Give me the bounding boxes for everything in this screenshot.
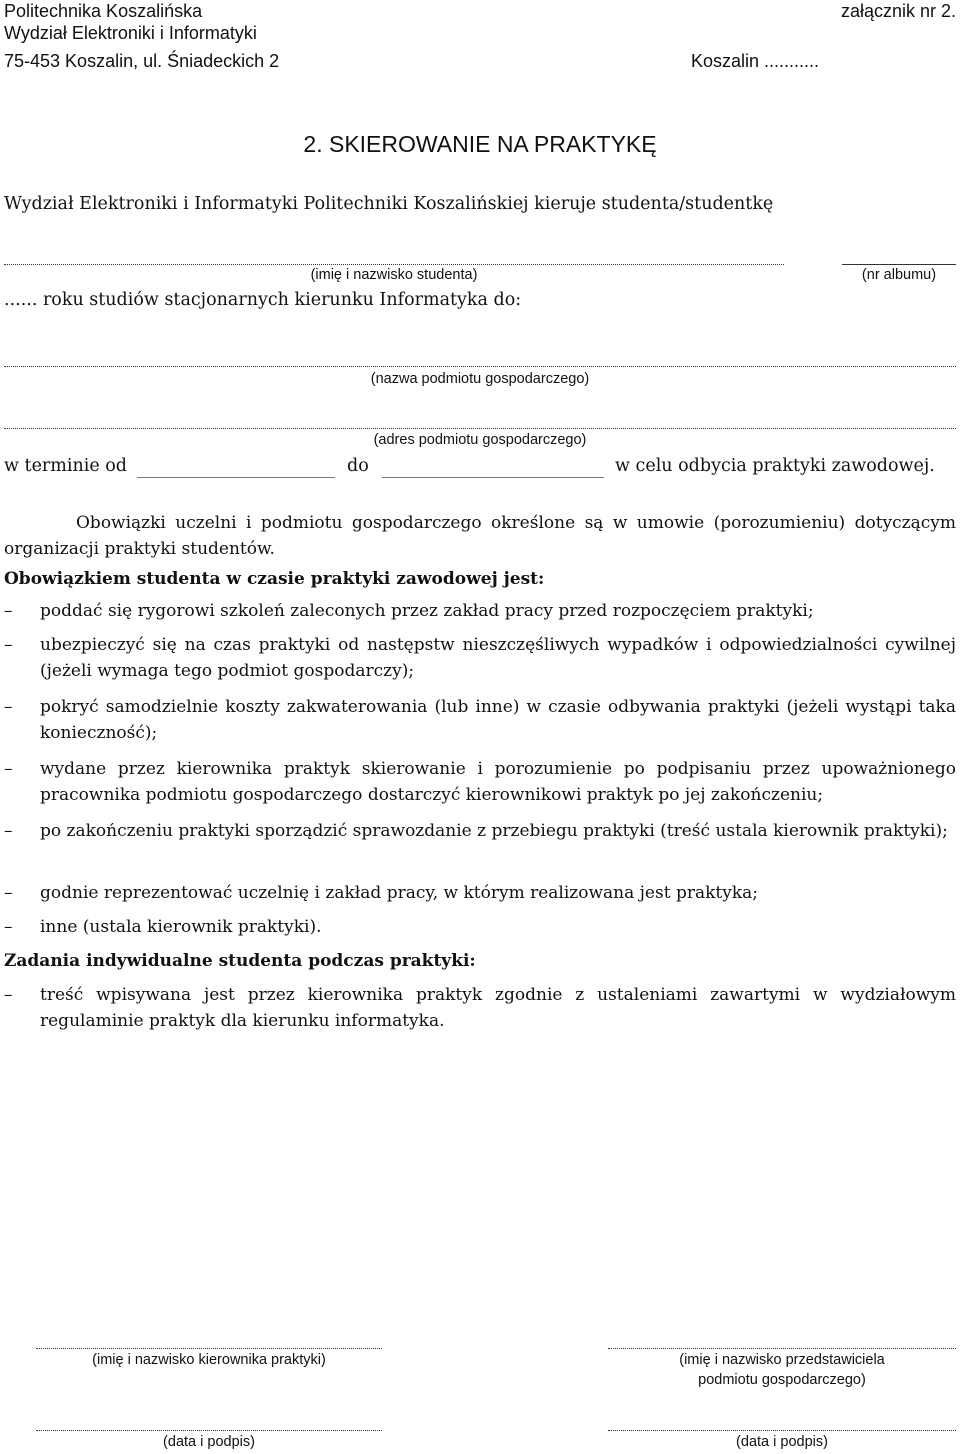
- list-item-text: ubezpieczyć się na czas praktyki od następstw nieszczęśliwych wypadków i odpowiedzialności cywilnej (jeżeli wymaga tego podmiot gospodarczy);: [40, 635, 956, 681]
- student-duties-heading: Obowiązkiem studenta w czasie praktyki zawodowej jest:: [4, 569, 545, 589]
- representative-signature-line[interactable]: [608, 1430, 956, 1431]
- faculty-name: Wydział Elektroniki i Informatyki: [4, 23, 257, 43]
- bullet-dash: –: [4, 759, 13, 779]
- bullet-dash: –: [4, 985, 13, 1005]
- list-item-text: wydane przez kierownika praktyk skierowanie i porozumienie po podpisaniu przez upoważnionego pracownika podmiotu gospodarczego dostarczyć kierownikowi praktyk po jej zakończeniu;: [40, 759, 956, 805]
- term-to-field[interactable]: [382, 477, 604, 478]
- list-item-text: inne (ustala kierownik praktyki).: [40, 917, 322, 937]
- term-from-field[interactable]: [137, 477, 335, 478]
- leader-name-line[interactable]: [36, 1348, 382, 1349]
- bullet-dash: –: [4, 601, 13, 621]
- leader-date-signature-label: (data i podpis): [163, 1434, 255, 1450]
- company-name-line[interactable]: [4, 366, 956, 367]
- student-name-label: (imię i nazwisko studenta): [310, 267, 478, 283]
- document-title: 2. SKIEROWANIE NA PRAKTYKĘ: [303, 131, 657, 157]
- institution-address: 75-453 Koszalin, ul. Śniadeckich 2: [4, 51, 280, 71]
- list-item-text: pokryć samodzielnie koszty zakwaterowania (lub inne) w czasie odbywania praktyki (jeżeli wystąpi taka konieczność);: [40, 697, 956, 743]
- place-date: Koszalin ...........: [691, 51, 820, 71]
- bullet-dash: –: [4, 883, 13, 903]
- institution-name: Politechnika Koszalińska: [4, 1, 203, 21]
- album-number-line[interactable]: [842, 264, 956, 265]
- leader-name-label: (imię i nazwisko kierownika praktyki): [92, 1352, 326, 1368]
- bullet-dash: –: [4, 821, 13, 841]
- list-item-text: treść wpisywana jest przez kierownika praktyk zgodnie z ustaleniami zawartymi w wydziałowym regulaminie praktyk dla kierunku informatyka.: [40, 985, 956, 1031]
- student-name-line[interactable]: [4, 264, 784, 265]
- representative-date-signature-label: (data i podpis): [736, 1434, 828, 1450]
- list-item-text: godnie reprezentować uczelnię i zakład pracy, w którym realizowana jest praktyka;: [40, 883, 758, 903]
- bullet-dash: –: [4, 635, 13, 655]
- representative-name-label-1: (imię i nazwisko przedstawiciela: [679, 1352, 885, 1368]
- album-number-label: (nr albumu): [861, 267, 937, 283]
- list-item-text: poddać się rygorowi szkoleń zaleconych przez zakład pracy przed rozpoczęciem praktyki;: [40, 601, 814, 621]
- company-address-line[interactable]: [4, 428, 956, 429]
- term-to-label: do: [347, 456, 369, 476]
- leader-signature-line[interactable]: [36, 1430, 382, 1431]
- intro-text: Wydział Elektroniki i Informatyki Politechniki Koszalińskiej kieruje studenta/studentkę: [4, 194, 774, 214]
- obligations-paragraph: Obowiązki uczelni i podmiotu gospodarczego określone są w umowie (porozumieniu) dotyczącym organizacji praktyki studentów.: [4, 513, 956, 559]
- bullet-dash: –: [4, 917, 13, 937]
- year-of-study-line: ...... roku studiów stacjonarnych kierunku Informatyka do:: [4, 290, 522, 310]
- attachment-label: załącznik nr 2.: [840, 1, 956, 21]
- term-from-label: w terminie od: [4, 456, 128, 476]
- representative-name-label-2: podmiotu gospodarczego): [698, 1372, 866, 1388]
- list-item-text: po zakończeniu praktyki sporządzić sprawozdanie z przebiegu praktyki (treść ustala kierownik praktyki);: [40, 821, 948, 841]
- company-name-label: (nazwa podmiotu gospodarczego): [370, 371, 590, 387]
- bullet-dash: –: [4, 697, 13, 717]
- company-address-label: (adres podmiotu gospodarczego): [373, 432, 587, 448]
- term-purpose-text: w celu odbycia praktyki zawodowej.: [615, 456, 935, 476]
- representative-name-line[interactable]: [608, 1348, 956, 1349]
- tasks-heading: Zadania indywidualne studenta podczas praktyki:: [4, 951, 476, 971]
